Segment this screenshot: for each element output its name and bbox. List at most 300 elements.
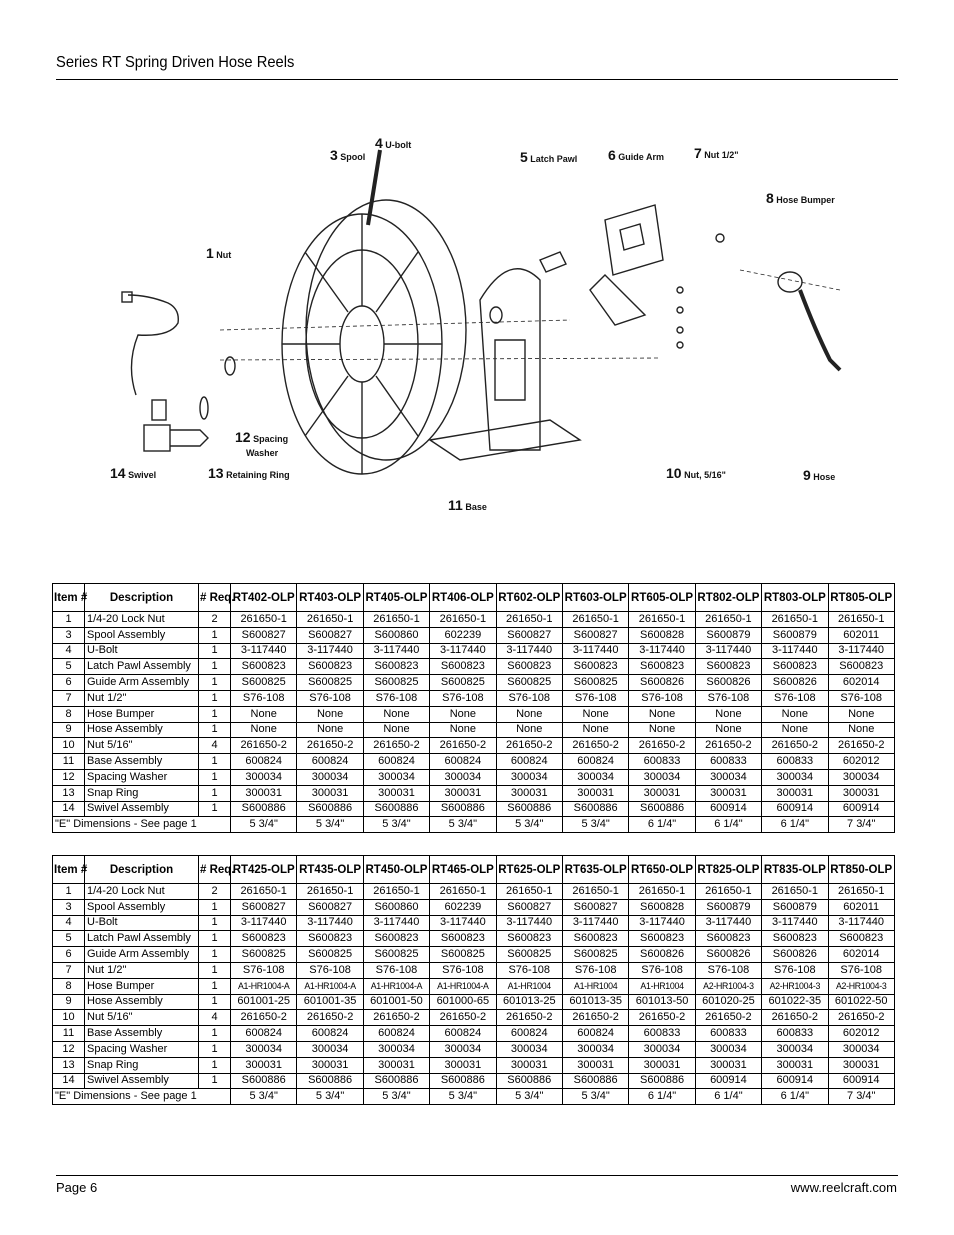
quantity-cell: 1: [199, 962, 231, 978]
item-number-cell: 13: [53, 785, 85, 801]
part-number-cell: 601022-35: [762, 994, 828, 1010]
spool-hub: [340, 306, 384, 382]
part-number-cell: 601000-65: [430, 994, 496, 1010]
part-number-cell: S600826: [695, 675, 761, 691]
item-number-cell: 13: [53, 1057, 85, 1073]
model-header: RT425-OLP: [231, 856, 297, 884]
model-header: RT406-OLP: [430, 584, 496, 612]
hose: [800, 290, 840, 370]
svg-text:Washer: Washer: [246, 448, 279, 458]
part-number-cell: S600823: [828, 659, 894, 675]
svg-text:7 Nut 1/2": 7 Nut 1/2": [694, 145, 739, 161]
part-number-cell: 261650-1: [430, 612, 496, 628]
part-number-cell: 600824: [496, 754, 562, 770]
part-number-cell: 261650-1: [828, 884, 894, 900]
part-number-cell: S600886: [231, 801, 297, 817]
dimension-cell: 6 1/4": [695, 1089, 761, 1105]
description-cell: Swivel Assembly: [85, 801, 199, 817]
part-number-cell: 600824: [562, 1026, 628, 1042]
item-number-cell: 6: [53, 675, 85, 691]
part-number-cell: S600823: [562, 659, 628, 675]
part-number-cell: 600914: [695, 801, 761, 817]
svg-text:3 Spool: 3 Spool: [330, 147, 366, 163]
quantity-cell: 1: [199, 722, 231, 738]
quantity-cell: 2: [199, 884, 231, 900]
part-number-cell: 300031: [297, 1057, 363, 1073]
part-number-cell: 261650-2: [430, 1010, 496, 1026]
part-number-cell: 300034: [562, 1041, 628, 1057]
description-cell: Nut 1/2": [85, 690, 199, 706]
part-number-cell: A1-HR1004-A: [297, 978, 363, 994]
part-number-cell: 3-117440: [231, 915, 297, 931]
table-row: [53, 769, 895, 785]
part-number-cell: 300031: [430, 785, 496, 801]
model-header: RT805-OLP: [828, 584, 894, 612]
part-number-cell: 261650-1: [231, 612, 297, 628]
model-header: RT402-OLP: [231, 584, 297, 612]
part-number-cell: S600823: [231, 931, 297, 947]
swivel-cap: [122, 292, 132, 302]
part-number-cell: 600824: [297, 754, 363, 770]
table-row: [53, 931, 895, 947]
item-number-cell: 5: [53, 931, 85, 947]
part-number-cell: 600914: [828, 801, 894, 817]
guide-arm-plate: [605, 205, 663, 275]
exploded-parts-diagram: [100, 130, 860, 520]
part-number-cell: S76-108: [496, 690, 562, 706]
dimension-cell: 7 3/4": [828, 817, 894, 833]
part-number-cell: 601022-50: [828, 994, 894, 1010]
part-number-cell: S600825: [363, 947, 429, 963]
part-number-cell: S600825: [231, 947, 297, 963]
part-number-cell: 261650-1: [562, 612, 628, 628]
part-number-cell: 261650-2: [629, 1010, 695, 1026]
part-number-cell: 300031: [231, 785, 297, 801]
part-number-cell: 3-117440: [828, 643, 894, 659]
quantity-cell: 1: [199, 1057, 231, 1073]
part-number-cell: S600823: [430, 931, 496, 947]
part-number-cell: 600824: [363, 754, 429, 770]
quantity-cell: 1: [199, 643, 231, 659]
item-number-cell: 8: [53, 706, 85, 722]
table-row: [53, 962, 895, 978]
part-number-cell: 602014: [828, 947, 894, 963]
part-number-cell: None: [562, 722, 628, 738]
model-header: RT435-OLP: [297, 856, 363, 884]
required-qty-header: # Req.: [199, 856, 231, 884]
svg-text:1 Nut: 1 Nut: [206, 245, 232, 261]
part-number-cell: 261650-1: [363, 884, 429, 900]
part-number-cell: S600886: [363, 1073, 429, 1089]
part-number-cell: 600833: [695, 754, 761, 770]
description-cell: Nut 5/16": [85, 738, 199, 754]
part-number-cell: None: [231, 722, 297, 738]
svg-text:4 U-bolt: 4 U-bolt: [375, 135, 412, 151]
part-number-cell: 261650-2: [562, 738, 628, 754]
item-number-cell: 10: [53, 738, 85, 754]
svg-text:13 Retaining Ring: 13 Retaining Ring: [208, 465, 290, 481]
part-number-cell: 300034: [629, 1041, 695, 1057]
model-header: RT602-OLP: [496, 584, 562, 612]
dimensions-label: "E" Dimensions - See page 1: [53, 817, 231, 833]
part-number-cell: S600823: [629, 659, 695, 675]
website-url: www.reelcraft.com: [790, 1180, 897, 1195]
part-number-cell: 602011: [828, 627, 894, 643]
part-number-cell: S600823: [297, 931, 363, 947]
quantity-cell: 1: [199, 915, 231, 931]
description-cell: Spool Assembly: [85, 627, 199, 643]
description-cell: Hose Bumper: [85, 706, 199, 722]
table-row: [53, 659, 895, 675]
item-number-header: Item #: [53, 584, 85, 612]
item-number-cell: 3: [53, 899, 85, 915]
dimension-cell: 6 1/4": [695, 817, 761, 833]
part-number-cell: S76-108: [297, 690, 363, 706]
svg-text:14 Swivel: 14 Swivel: [110, 465, 157, 481]
part-number-cell: S600823: [496, 931, 562, 947]
quantity-cell: 1: [199, 706, 231, 722]
swivel-block: [152, 400, 166, 420]
part-number-cell: 300031: [562, 1057, 628, 1073]
page-number: Page 6: [56, 1180, 98, 1195]
part-number-cell: 300031: [629, 785, 695, 801]
model-header: RT835-OLP: [762, 856, 828, 884]
part-number-cell: 600833: [762, 1026, 828, 1042]
item-number-cell: 6: [53, 947, 85, 963]
part-number-cell: 300034: [562, 769, 628, 785]
quantity-cell: 1: [199, 978, 231, 994]
description-cell: Spool Assembly: [85, 899, 199, 915]
part-number-cell: 261650-1: [695, 612, 761, 628]
u-bolt-shaft: [368, 150, 380, 225]
part-number-cell: 3-117440: [562, 915, 628, 931]
part-number-cell: 261650-1: [430, 884, 496, 900]
part-number-cell: S600828: [629, 899, 695, 915]
part-number-cell: 600824: [231, 754, 297, 770]
part-number-cell: 261650-2: [762, 738, 828, 754]
part-number-cell: 300034: [629, 769, 695, 785]
part-number-cell: 300034: [828, 1041, 894, 1057]
part-number-cell: 300034: [231, 1041, 297, 1057]
part-number-cell: None: [562, 706, 628, 722]
part-number-cell: None: [828, 722, 894, 738]
part-number-cell: 300034: [695, 1041, 761, 1057]
item-number-cell: 7: [53, 690, 85, 706]
part-number-cell: 3-117440: [430, 643, 496, 659]
dimension-cell: 7 3/4": [828, 1089, 894, 1105]
part-number-cell: 600824: [297, 1026, 363, 1042]
description-cell: Hose Bumper: [85, 978, 199, 994]
quantity-cell: 1: [199, 785, 231, 801]
part-number-cell: S600826: [695, 947, 761, 963]
table-row: [53, 643, 895, 659]
part-number-cell: S76-108: [828, 690, 894, 706]
model-header: RT605-OLP: [629, 584, 695, 612]
part-number-cell: None: [363, 706, 429, 722]
part-number-cell: S600886: [496, 801, 562, 817]
table-row: [53, 612, 895, 628]
part-number-cell: A1-HR1004-A: [231, 978, 297, 994]
part-number-cell: 3-117440: [762, 643, 828, 659]
part-number-cell: None: [430, 722, 496, 738]
table-row: [53, 706, 895, 722]
description-cell: Hose Assembly: [85, 994, 199, 1010]
part-number-cell: 602014: [828, 675, 894, 691]
part-number-cell: None: [231, 706, 297, 722]
part-number-cell: 300034: [363, 769, 429, 785]
part-number-cell: S600823: [629, 931, 695, 947]
part-number-cell: S600827: [231, 627, 297, 643]
part-number-cell: S600827: [297, 899, 363, 915]
dimension-cell: 5 3/4": [562, 1089, 628, 1105]
table-row: [53, 1073, 895, 1089]
model-header: RT625-OLP: [496, 856, 562, 884]
part-number-cell: 261650-2: [430, 738, 496, 754]
part-number-cell: None: [297, 706, 363, 722]
part-number-cell: 300031: [430, 1057, 496, 1073]
description-header: Description: [85, 584, 199, 612]
quantity-cell: 1: [199, 690, 231, 706]
part-number-cell: S600886: [363, 801, 429, 817]
table-row: [53, 1026, 895, 1042]
part-number-cell: S76-108: [430, 690, 496, 706]
part-number-cell: S600827: [562, 627, 628, 643]
part-number-cell: 300031: [828, 785, 894, 801]
description-cell: Base Assembly: [85, 1026, 199, 1042]
model-header: RT803-OLP: [762, 584, 828, 612]
description-cell: Latch Pawl Assembly: [85, 931, 199, 947]
part-number-cell: S600823: [496, 659, 562, 675]
part-number-cell: S76-108: [629, 962, 695, 978]
dimension-cell: 5 3/4": [231, 1089, 297, 1105]
part-number-cell: 601001-25: [231, 994, 297, 1010]
description-cell: Guide Arm Assembly: [85, 675, 199, 691]
part-number-cell: 300034: [828, 769, 894, 785]
table-row: [53, 627, 895, 643]
part-number-cell: 300034: [762, 1041, 828, 1057]
part-number-cell: 3-117440: [762, 915, 828, 931]
footer-rule: [56, 1175, 898, 1176]
part-number-cell: 600824: [562, 754, 628, 770]
item-number-cell: 4: [53, 643, 85, 659]
part-number-cell: 3-117440: [363, 915, 429, 931]
retaining-ring: [200, 397, 208, 419]
item-number-cell: 12: [53, 1041, 85, 1057]
part-number-cell: None: [629, 722, 695, 738]
part-number-cell: S600886: [297, 1073, 363, 1089]
part-number-cell: 261650-2: [297, 1010, 363, 1026]
model-header: RT450-OLP: [363, 856, 429, 884]
part-number-cell: 300034: [496, 769, 562, 785]
description-cell: Snap Ring: [85, 785, 199, 801]
part-number-cell: 261650-2: [695, 1010, 761, 1026]
part-number-cell: None: [695, 722, 761, 738]
quantity-cell: 1: [199, 1073, 231, 1089]
dimension-cell: 5 3/4": [363, 1089, 429, 1105]
dimensions-row: [53, 1089, 895, 1105]
part-number-cell: S76-108: [430, 962, 496, 978]
part-number-cell: 300031: [496, 785, 562, 801]
part-number-cell: 600824: [496, 1026, 562, 1042]
item-number-cell: 9: [53, 994, 85, 1010]
part-number-cell: 3-117440: [629, 643, 695, 659]
part-number-cell: None: [496, 722, 562, 738]
table-row: [53, 978, 895, 994]
model-header: RT405-OLP: [363, 584, 429, 612]
part-number-cell: S600886: [562, 1073, 628, 1089]
quantity-cell: 1: [199, 754, 231, 770]
table-row: [53, 722, 895, 738]
quantity-cell: 1: [199, 994, 231, 1010]
part-number-cell: S600823: [762, 659, 828, 675]
part-number-cell: None: [297, 722, 363, 738]
part-number-cell: S600825: [496, 675, 562, 691]
part-number-cell: None: [762, 722, 828, 738]
part-number-cell: 261650-2: [695, 738, 761, 754]
part-number-cell: 3-117440: [629, 915, 695, 931]
description-cell: Nut 1/2": [85, 962, 199, 978]
part-number-cell: 600824: [363, 1026, 429, 1042]
part-number-cell: 261650-1: [629, 612, 695, 628]
part-number-cell: S600886: [562, 801, 628, 817]
description-cell: Swivel Assembly: [85, 1073, 199, 1089]
part-number-cell: 261650-2: [231, 1010, 297, 1026]
part-number-cell: S600823: [363, 931, 429, 947]
part-number-cell: S600826: [629, 947, 695, 963]
dimension-cell: 5 3/4": [297, 1089, 363, 1105]
part-number-cell: 261650-1: [297, 612, 363, 628]
svg-text:5 Latch Pawl: 5 Latch Pawl: [520, 149, 578, 165]
part-number-cell: S600879: [695, 627, 761, 643]
part-number-cell: S600827: [562, 899, 628, 915]
nut-half-inch: [716, 234, 724, 242]
model-header: RT825-OLP: [695, 856, 761, 884]
table-row: [53, 738, 895, 754]
dimension-cell: 5 3/4": [496, 1089, 562, 1105]
part-number-cell: S600825: [363, 675, 429, 691]
swivel-pipe: [128, 295, 178, 395]
part-number-cell: S76-108: [695, 690, 761, 706]
part-number-cell: 601013-50: [629, 994, 695, 1010]
part-number-cell: None: [828, 706, 894, 722]
part-number-cell: A1-HR1004-A: [363, 978, 429, 994]
header-rule: [56, 79, 898, 80]
dimension-cell: 6 1/4": [762, 817, 828, 833]
part-number-cell: S76-108: [231, 962, 297, 978]
part-number-cell: 300031: [363, 1057, 429, 1073]
part-number-cell: 602239: [430, 899, 496, 915]
item-number-cell: 14: [53, 801, 85, 817]
required-qty-header: # Req.: [199, 584, 231, 612]
part-number-cell: S600825: [562, 675, 628, 691]
description-cell: 1/4-20 Lock Nut: [85, 884, 199, 900]
part-number-cell: 300031: [562, 785, 628, 801]
part-number-cell: S600826: [762, 675, 828, 691]
part-number-cell: S600879: [762, 899, 828, 915]
part-number-cell: 300031: [695, 1057, 761, 1073]
quantity-cell: 1: [199, 947, 231, 963]
part-number-cell: 601020-25: [695, 994, 761, 1010]
model-header: RT635-OLP: [562, 856, 628, 884]
part-number-cell: 3-117440: [231, 643, 297, 659]
item-number-cell: 3: [53, 627, 85, 643]
part-number-cell: 261650-1: [363, 612, 429, 628]
part-number-cell: 261650-2: [629, 738, 695, 754]
quantity-cell: 4: [199, 738, 231, 754]
part-number-cell: A2-HR1004-3: [828, 978, 894, 994]
description-cell: Base Assembly: [85, 754, 199, 770]
dimension-cell: 6 1/4": [629, 1089, 695, 1105]
part-number-cell: S76-108: [363, 690, 429, 706]
item-number-cell: 7: [53, 962, 85, 978]
part-number-cell: S600826: [762, 947, 828, 963]
part-number-cell: S600886: [430, 1073, 496, 1089]
part-number-cell: 261650-2: [762, 1010, 828, 1026]
part-number-cell: 300031: [762, 785, 828, 801]
page-title: Series RT Spring Driven Hose Reels: [56, 54, 295, 71]
part-number-cell: 600824: [430, 1026, 496, 1042]
item-number-cell: 11: [53, 1026, 85, 1042]
quantity-cell: 1: [199, 627, 231, 643]
part-number-cell: S600827: [297, 627, 363, 643]
part-number-cell: 600833: [762, 754, 828, 770]
model-header: RT403-OLP: [297, 584, 363, 612]
quantity-cell: 4: [199, 1010, 231, 1026]
quantity-cell: 1: [199, 801, 231, 817]
part-number-cell: S76-108: [828, 962, 894, 978]
table-row: [53, 994, 895, 1010]
item-number-cell: 1: [53, 884, 85, 900]
item-number-header: Item #: [53, 856, 85, 884]
part-number-cell: 600914: [695, 1073, 761, 1089]
part-number-cell: None: [363, 722, 429, 738]
part-number-cell: None: [762, 706, 828, 722]
part-number-cell: S600823: [430, 659, 496, 675]
part-number-cell: 300034: [430, 769, 496, 785]
part-number-cell: S600823: [297, 659, 363, 675]
part-number-cell: 3-117440: [496, 643, 562, 659]
part-number-cell: 600833: [629, 754, 695, 770]
part-number-cell: 602012: [828, 1026, 894, 1042]
part-number-cell: S600825: [430, 675, 496, 691]
part-number-cell: None: [496, 706, 562, 722]
quantity-cell: 1: [199, 675, 231, 691]
part-number-cell: 300034: [430, 1041, 496, 1057]
model-header: RT802-OLP: [695, 584, 761, 612]
part-number-cell: 602011: [828, 899, 894, 915]
part-number-cell: S600886: [297, 801, 363, 817]
part-number-cell: 261650-1: [762, 612, 828, 628]
description-cell: Latch Pawl Assembly: [85, 659, 199, 675]
part-number-cell: 300031: [828, 1057, 894, 1073]
part-number-cell: 261650-2: [363, 738, 429, 754]
item-number-cell: 10: [53, 1010, 85, 1026]
part-number-cell: 261650-1: [629, 884, 695, 900]
part-number-cell: None: [629, 706, 695, 722]
dimension-cell: 6 1/4": [762, 1089, 828, 1105]
part-number-cell: 600824: [430, 754, 496, 770]
part-number-cell: A1-HR1004-A: [430, 978, 496, 994]
item-number-cell: 14: [53, 1073, 85, 1089]
part-number-cell: 261650-2: [562, 1010, 628, 1026]
table-row: [53, 884, 895, 900]
table-row: [53, 899, 895, 915]
table-row: [53, 1057, 895, 1073]
part-number-cell: S76-108: [695, 962, 761, 978]
part-number-cell: A1-HR1004: [562, 978, 628, 994]
part-number-cell: S600886: [629, 801, 695, 817]
part-number-cell: S600823: [231, 659, 297, 675]
